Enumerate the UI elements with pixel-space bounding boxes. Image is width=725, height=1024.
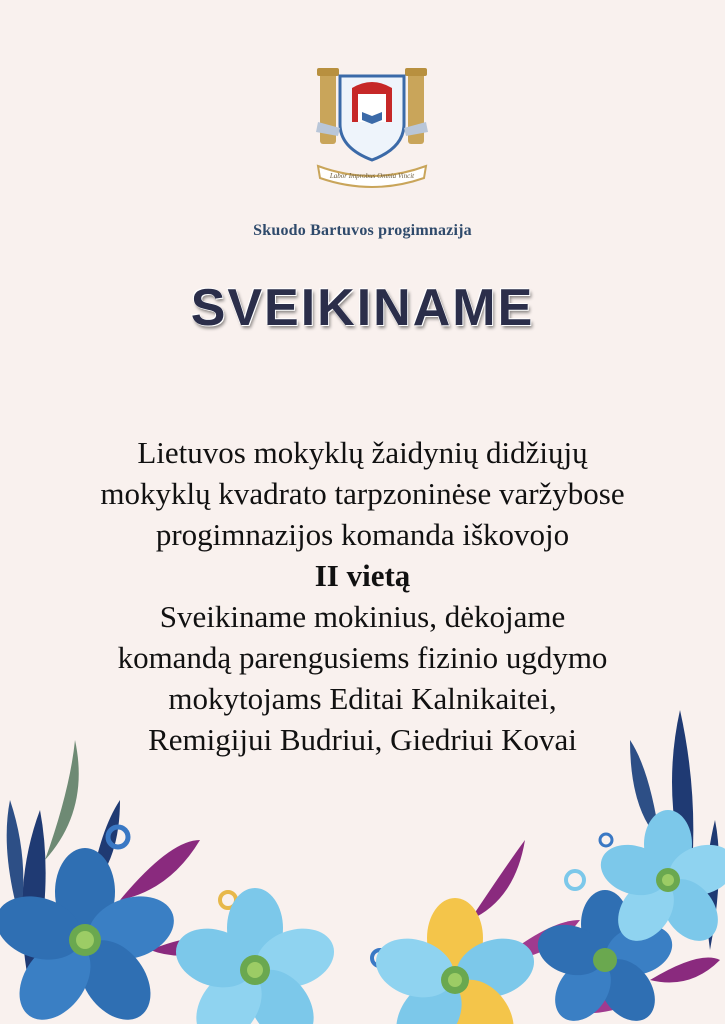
headline: SVEIKINAME [190,279,535,337]
thanks-line: Sveikiname mokinius, dėkojame [159,599,566,634]
thanks-line: Remigijui Budriui, Giedriui Kovai [148,722,577,757]
place-label: II vietą [314,558,411,593]
flower-border-icon [0,690,725,1024]
school-crest-icon [312,62,432,192]
crest-motto: Labor Improbus Omnia Vincit [329,172,415,180]
thanks-line: komandą parengusiems fizinio ugdymo [117,640,608,675]
thanks-line: mokytojams Editai Kalnikaitei, [168,681,557,716]
school-name: Skuodo Bartuvos progimnazija [253,222,472,239]
message-line: mokyklų kvadrato tarpzoninėse varžybose [100,476,625,511]
message-line: progimnazijos komanda iškovojo [155,517,570,552]
message-line: Lietuvos mokyklų žaidynių didžiųjų [137,435,588,470]
